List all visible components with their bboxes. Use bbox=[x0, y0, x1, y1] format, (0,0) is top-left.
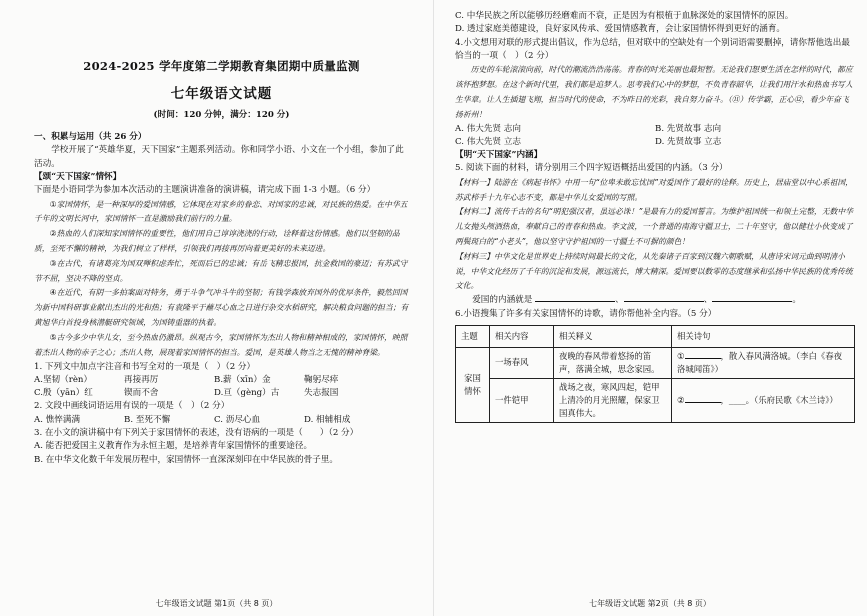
option-a: A. 伟大先贤 志向 bbox=[455, 123, 521, 134]
option-a-word: 再接再厉 bbox=[124, 374, 159, 385]
exam-header: 2024-2025 学年度第二学期教育集团期中质量监测 bbox=[83, 59, 360, 73]
theme-cell: 家国情怀 bbox=[456, 347, 490, 422]
speech-paragraph-4: ④在近代，有阴一多拍案面对特务，勇于斗争气冲斗牛的坚韧；有钱学森放弃国外的优厚条件，毅然回国为新中国科研事业献出杰出的光和热；有袁隆平于蘸尽心血之日进行杂交水稻研究，解决粮食问题的担当；有黄旭华白首投身核潜艇研究领域，为国铸重器的执着。 bbox=[34, 288, 409, 328]
answer-blank-1[interactable] bbox=[535, 294, 615, 302]
subsection-tag: 【颂“天下国家”情怀】 bbox=[34, 171, 122, 182]
poem-blank[interactable] bbox=[685, 395, 721, 403]
speech-paragraph-5: ⑤古今多少中华儿女，至今热血仍激昂。纵观古今，家国情怀为杰出人物和精神相成的，家国情怀，映照着杰出人物的赤子之心；杰出人物，展现着家国情怀的担当。爱国，是英雄人物当之无愧的精神脊梁。 bbox=[34, 332, 408, 357]
question-3-option-b: B. 在中华文化数千年发展历程中，家国情怀一直深深刻印在中华民族的骨子里。 bbox=[34, 454, 338, 465]
table-row bbox=[456, 347, 855, 378]
option-d-word: 失志报国 bbox=[304, 388, 339, 399]
question-4: 4.小文想用对联的形式提出倡议，作为总结，但对联中的空缺处有一个别词语需要删掉，请你帮他选出最恰当的一项（ ）（2 分） bbox=[455, 37, 850, 61]
poem-cell bbox=[672, 347, 855, 378]
content-cell: 一场春风 bbox=[490, 347, 554, 378]
exam-time-score: (时间：120 分钟，满分：120 分) bbox=[153, 109, 290, 120]
table-header: 相关释义 bbox=[554, 325, 672, 347]
option-d: D.亘（gèng）古 bbox=[214, 388, 280, 399]
poetry-table bbox=[455, 325, 855, 423]
option-d: D. 先贤故事 立志 bbox=[655, 136, 722, 147]
option-c: C. 沥尽心血 bbox=[214, 414, 261, 425]
poem-cell bbox=[672, 378, 855, 422]
table-header-row bbox=[456, 325, 855, 347]
option-c: C. 伟大先贤 立志 bbox=[455, 136, 522, 147]
poem-text: ，散入春风满洛城。（李白《春夜洛城闻笛》） bbox=[677, 350, 842, 374]
page-1 bbox=[0, 0, 433, 616]
answer-line: 爱国的内涵就是 、 、 。 bbox=[472, 295, 801, 306]
question-4-options bbox=[455, 123, 855, 150]
answer-blank-3[interactable] bbox=[712, 294, 792, 302]
instruction-text: 下面是小语同学为参加本次活动的主题演讲准备的演讲稿，请完成下面 1-3 小题。（6 分） bbox=[34, 185, 376, 196]
question-3-option-a: A. 能否把爱国主义教育作为永恒主题，是培养青年家国情怀的重要途径。 bbox=[34, 441, 313, 452]
question-3: 3. 在小文的演讲稿中有下列关于家国情怀的表述，没有语病的一项是（ ）（2 分） bbox=[34, 428, 359, 439]
meaning-cell: 战场之夜，寒风四起，铠甲上清冷的月光照耀，保家卫国真伟大。 bbox=[554, 378, 672, 422]
material-1: 【材料一】陆游在《病起书怀》中用一句“位卑未敢忘忧国”对爱国作了最好的诠释。历史上，居庙堂以中心系祖国，苏武栉手十九年心志不变，都是中华儿女爱国的写照。 bbox=[455, 177, 853, 202]
option-c: C.殷（yān）红 bbox=[34, 388, 93, 399]
speech-paragraph-3: ③在古代，有诸葛亮为国双殚积虑奔忙，死而后已的忠诚；有岳飞精忠报国，抗金救国的豪迈；有苏武守节不屈，坚决不降的坚贞。 bbox=[34, 258, 408, 283]
option-a: A. 憔悴满满 bbox=[34, 414, 81, 425]
question-3-option-c: C. 中华民族之所以能够历经磨难而不衰，正是因为有根植于血脉深处的家国情怀的原因。 bbox=[455, 11, 794, 21]
option-d: D. 相辅相成 bbox=[304, 414, 351, 425]
question-2-options bbox=[34, 414, 409, 427]
option-b: B. 至死不懈 bbox=[124, 414, 171, 425]
question-2: 2. 文段中画线词语运用有误的一项是（ ）（2 分） bbox=[34, 401, 230, 412]
material-3: 【材料三】中华文化是世界史上持续时间最长的文化，从先秦诸子百家到汉魏六朝歌赋，从唐诗宋词元曲到明清小说，中华文化经历了千年的沉淀和发展，源远流长，博大精深。爱国要以数零的态度继承和弘扬中华民族的优秀传统文化。 bbox=[455, 251, 853, 291]
question-5: 5. 阅读下面的材料，请分别用三个四字短语概括出爱国的内涵。（3 分） bbox=[455, 163, 728, 174]
poem-text: ，____。（乐府民歌《木兰诗》） bbox=[720, 394, 838, 405]
speech-paragraph-1: ①家国情怀，是一种深厚的爱国情感，它体现在对家乡的眷恋、对国家的忠诚，对民族的热爱。在中华五千年的文明长河中，家国情怀一直是激励我们前行的力量。 bbox=[34, 199, 408, 224]
option-b: B.薪（xīn）金 bbox=[214, 374, 271, 385]
answer-blank-2[interactable] bbox=[624, 294, 704, 302]
option-b: B. 先贤故事 志向 bbox=[655, 123, 722, 134]
option-c-word: 锲而不舍 bbox=[124, 388, 159, 399]
poem-blank[interactable] bbox=[685, 351, 721, 359]
exam-title: 七年级语文试题 bbox=[170, 85, 273, 102]
question-1: 1. 下列文中加点字注音和书写全对的一项是（ ）（2 分） bbox=[34, 361, 256, 372]
subsection-tag: 【明“天下国家”内涵】 bbox=[455, 150, 543, 161]
option-b-word: 鞠躬尽瘁 bbox=[304, 374, 339, 385]
table-header: 主题 bbox=[456, 325, 490, 347]
table-header: 相关诗句 bbox=[672, 325, 855, 347]
material-2: 【材料二】流传千古的名句“明犯强汉者，虽远必诛！”是最有力的爱国誓言。为维护祖国统一和领土完整，无数中华儿女抛头颅洒热血，奉献自己的青春和热血。李文波，一个普通的南海守疆卫士，二十年坚守，他以健壮小伙变成了两鬓斑白的“小老头”，他以坚守守护祖国的一寸疆土不可摒的颜色！ bbox=[455, 207, 853, 246]
intro-text: 学校开展了“英雄华夏，天下国家”主题系列活动。你和同学小语、小文在一个小组，参加了此活动。 bbox=[34, 145, 404, 169]
poem-number: ② bbox=[677, 394, 685, 405]
page-2 bbox=[433, 0, 867, 616]
table-header: 相关内容 bbox=[490, 325, 554, 347]
section-heading: 一、积累与运用（共 26 分） bbox=[34, 132, 147, 143]
content-cell: 一件铠甲 bbox=[490, 378, 554, 422]
meaning-cell: 夜晚的春风带着悠扬的笛声，落满全城，思念家园。 bbox=[554, 347, 672, 378]
question-1-options bbox=[34, 374, 409, 401]
poem-number: ① bbox=[677, 350, 685, 361]
page-footer: 七年级语文试题 第2页（共 8 页） bbox=[589, 598, 711, 608]
speech-paragraph-2: ②热血的人们深知家国情怀的重要性，他们用自己谆谆浇浇的行动，诠释着这份情感。他们以坚韧的品质，至死不懈的精神，为我们树立了样样，引领我们再接再厉向着更美好的未来迈进。 bbox=[34, 229, 400, 254]
question-6: 6.小语搜集了许多有关家国情怀的诗歌，请你帮他补全内容。（5 分） bbox=[455, 308, 717, 319]
question-3-option-d: D. 透过家庭美德建设，良好家风传承、爱国情感教育，会让家国情怀得到更好的涵育。 bbox=[455, 24, 786, 35]
table-row bbox=[456, 378, 855, 422]
page-footer: 七年级语文试题 第1页（共 8 页） bbox=[155, 598, 278, 608]
couplet-passage: 历史的车轮滚滚向前，时代的潮流浩浩荡荡。青春的时光美丽也最短暂。无论我们想要生活在怎样的时代，都应该怀抱梦想。在这个新时代里，我们都是追梦人。思考我们心中的梦想，不负青春韶华，让我们用汗水和热血书写人生华章。让人生插翅飞翔，担当时代的使命，不为昨日的光彩，我自努力奋斗。（⑪）传学霸，正心⑫，看少年奋飞扬祈州！ bbox=[455, 65, 853, 119]
option-a: A.坚韧（rèn） bbox=[34, 374, 93, 385]
answer-label: 爱国的内涵就是 bbox=[472, 295, 533, 306]
